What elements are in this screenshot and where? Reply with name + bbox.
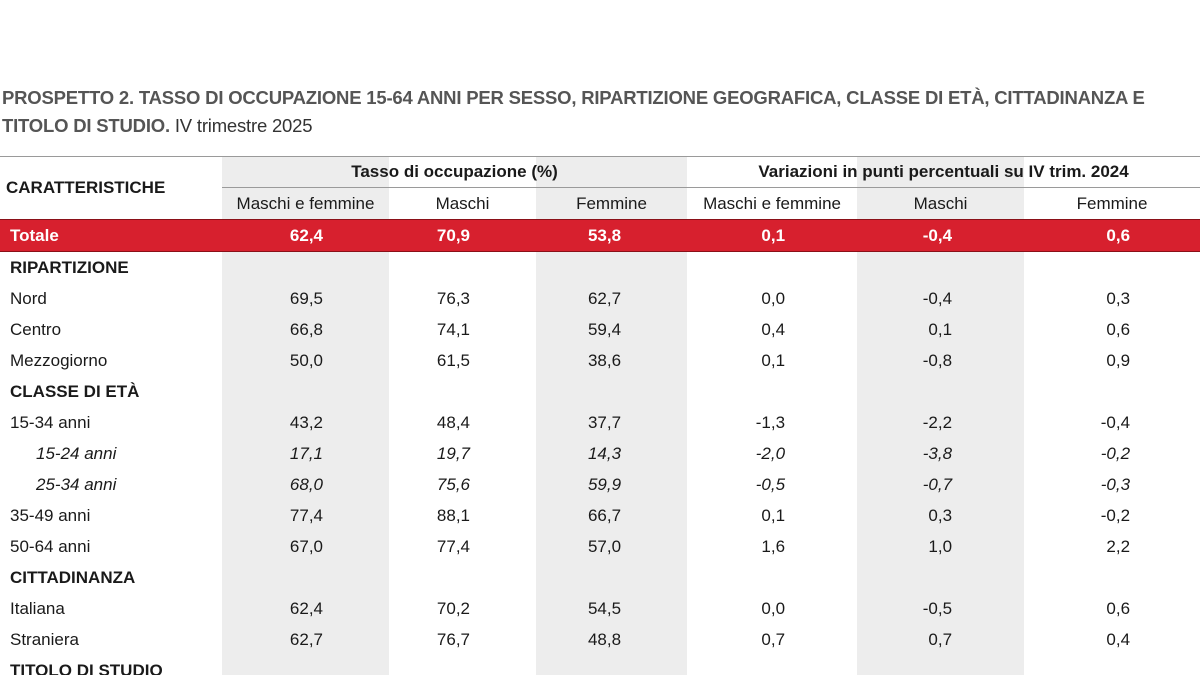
cell-value (857, 252, 1024, 284)
cell-value: 0,0 (761, 598, 786, 618)
header-col: Femmine (1076, 193, 1148, 213)
cell-value: 62,4 (289, 598, 323, 618)
cell-value: -0,5 (922, 598, 953, 618)
cell-value: -0,7 (922, 474, 953, 494)
cell-value (1024, 376, 1200, 407)
cell-value: 14,3 (587, 443, 622, 463)
cell-value: 19,7 (436, 443, 470, 463)
cell-value: 0,4 (761, 319, 786, 339)
cell-value (222, 252, 389, 284)
cell-value: 54,5 (587, 598, 622, 618)
row-label: Mezzogiorno (10, 350, 108, 370)
section-header-row (0, 252, 1200, 284)
cell-value (1024, 655, 1200, 675)
row-label: TITOLO DI STUDIO (10, 660, 163, 675)
table-title (2, 84, 1198, 140)
table-row (0, 314, 1200, 345)
cell-value: -0,3 (1100, 474, 1131, 494)
section-header-row (0, 562, 1200, 593)
cell-value: 0,9 (1106, 350, 1131, 370)
cell-value (536, 562, 687, 593)
cell-value: -2,2 (922, 412, 953, 432)
section-header-row (0, 655, 1200, 675)
cell-value: 69,5 (289, 288, 323, 308)
cell-value (222, 376, 389, 407)
cell-value (222, 562, 389, 593)
cell-value: 0,6 (1106, 598, 1131, 618)
cell-value: -1,3 (755, 412, 786, 432)
row-label: Nord (10, 288, 47, 308)
row-label: Italiana (10, 598, 65, 618)
cell-value: 1,6 (761, 536, 786, 556)
cell-value: 62,4 (222, 220, 389, 252)
cell-value (857, 562, 1024, 593)
header-group-tasso: Tasso di occupazione (%) (222, 157, 687, 188)
row-label: Straniera (10, 629, 79, 649)
row-label: RIPARTIZIONE (10, 257, 129, 277)
total-row (0, 220, 1200, 252)
header-col: Maschi e femmine (703, 193, 841, 213)
cell-value: 66,8 (289, 319, 323, 339)
cell-value: 59,9 (587, 474, 622, 494)
cell-value: 17,1 (289, 443, 323, 463)
table-row (0, 283, 1200, 314)
cell-value (536, 252, 687, 284)
cell-value: 0,4 (1106, 629, 1131, 649)
table-row (0, 624, 1200, 655)
header-col: Maschi e femmine (236, 193, 375, 213)
cell-value (222, 655, 389, 675)
cell-value: 0,7 (761, 629, 786, 649)
cell-value: 77,4 (289, 505, 323, 525)
table-row (0, 345, 1200, 376)
data-table-container (0, 156, 1200, 675)
cell-value: 2,2 (1106, 536, 1131, 556)
row-label: 25-34 anni (36, 474, 117, 494)
table-row (0, 531, 1200, 562)
cell-value: -3,8 (922, 443, 953, 463)
cell-value (687, 562, 857, 593)
table-row (0, 500, 1200, 531)
cell-value: 0,6 (1024, 220, 1200, 252)
cell-value: 62,7 (587, 288, 622, 308)
cell-value: 0,3 (928, 505, 953, 525)
cell-value: 1,0 (928, 536, 953, 556)
cell-value: 0,1 (928, 319, 953, 339)
cell-value: -0,2 (1100, 443, 1131, 463)
cell-value (389, 655, 536, 675)
cell-value: -0,4 (922, 288, 953, 308)
cell-value (1024, 252, 1200, 284)
cell-value: 61,5 (436, 350, 470, 370)
title-period: IV trimestre 2025 (174, 115, 313, 136)
row-label: 35-49 anni (10, 505, 91, 525)
cell-value: -0,4 (857, 220, 1024, 252)
section-header-row (0, 376, 1200, 407)
header-caratteristiche: CARATTERISTICHE (0, 157, 222, 220)
header-group-variazioni: Variazioni in punti percentuali su IV trim. 2024 (687, 157, 1200, 188)
cell-value (536, 655, 687, 675)
cell-value: 0,1 (687, 220, 857, 252)
cell-value: 38,6 (587, 350, 622, 370)
cell-value: 57,0 (587, 536, 622, 556)
cell-value: 70,2 (436, 598, 470, 618)
cell-value (389, 252, 536, 284)
cell-value: 43,2 (289, 412, 323, 432)
cell-value: 48,8 (587, 629, 622, 649)
cell-value: -0,5 (755, 474, 786, 494)
header-row-groups (0, 157, 1200, 188)
row-label: 15-24 anni (36, 443, 117, 463)
cell-value (1024, 562, 1200, 593)
cell-value: 67,0 (289, 536, 323, 556)
row-label: CITTADINANZA (10, 567, 136, 587)
cell-value (687, 252, 857, 284)
table-subrow (0, 469, 1200, 500)
title-bold: PROSPETTO 2. TASSO DI OCCUPAZIONE 15-64 ANNI PER SESSO, RIPARTIZIONE GEOGRAFICA, CLASSE DI ETÀ, CITTADINANZA E TITOLO DI STUDIO. (2, 87, 1145, 136)
cell-value: 75,6 (436, 474, 470, 494)
row-label: Centro (10, 319, 62, 339)
cell-value: 53,8 (536, 220, 687, 252)
cell-value: 76,7 (436, 629, 470, 649)
cell-value: 0,7 (928, 629, 953, 649)
cell-value (389, 376, 536, 407)
cell-value: 59,4 (587, 319, 622, 339)
cell-value: 0,1 (761, 505, 786, 525)
cell-value: 88,1 (436, 505, 470, 525)
cell-value (536, 376, 687, 407)
cell-value: 50,0 (289, 350, 323, 370)
cell-value: 70,9 (389, 220, 536, 252)
cell-value: 74,1 (436, 319, 470, 339)
row-label: Totale (0, 220, 222, 252)
cell-value: 77,4 (436, 536, 470, 556)
cell-value: 62,7 (289, 629, 323, 649)
cell-value: -0,2 (1100, 505, 1131, 525)
cell-value: 0,3 (1106, 288, 1131, 308)
cell-value (687, 376, 857, 407)
data-table (0, 156, 1200, 675)
row-label: 50-64 anni (10, 536, 91, 556)
cell-value: 68,0 (289, 474, 323, 494)
header-col: Maschi (435, 193, 490, 213)
cell-value: 66,7 (587, 505, 622, 525)
cell-value: 48,4 (436, 412, 470, 432)
table-row (0, 593, 1200, 624)
cell-value (389, 562, 536, 593)
cell-value: 0,6 (1106, 319, 1131, 339)
table-row (0, 407, 1200, 438)
header-col: Femmine (576, 193, 647, 213)
table-subrow (0, 438, 1200, 469)
row-label: CLASSE DI ETÀ (10, 381, 140, 401)
cell-value: 0,1 (761, 350, 786, 370)
row-label: 15-34 anni (10, 412, 91, 432)
cell-value: -2,0 (755, 443, 786, 463)
cell-value: 0,0 (761, 288, 786, 308)
cell-value: 76,3 (436, 288, 470, 308)
cell-value: -0,4 (1100, 412, 1131, 432)
header-col: Maschi (913, 193, 968, 213)
cell-value (857, 376, 1024, 407)
cell-value: -0,8 (922, 350, 953, 370)
cell-value (687, 655, 857, 675)
cell-value: 37,7 (587, 412, 622, 432)
cell-value (857, 655, 1024, 675)
